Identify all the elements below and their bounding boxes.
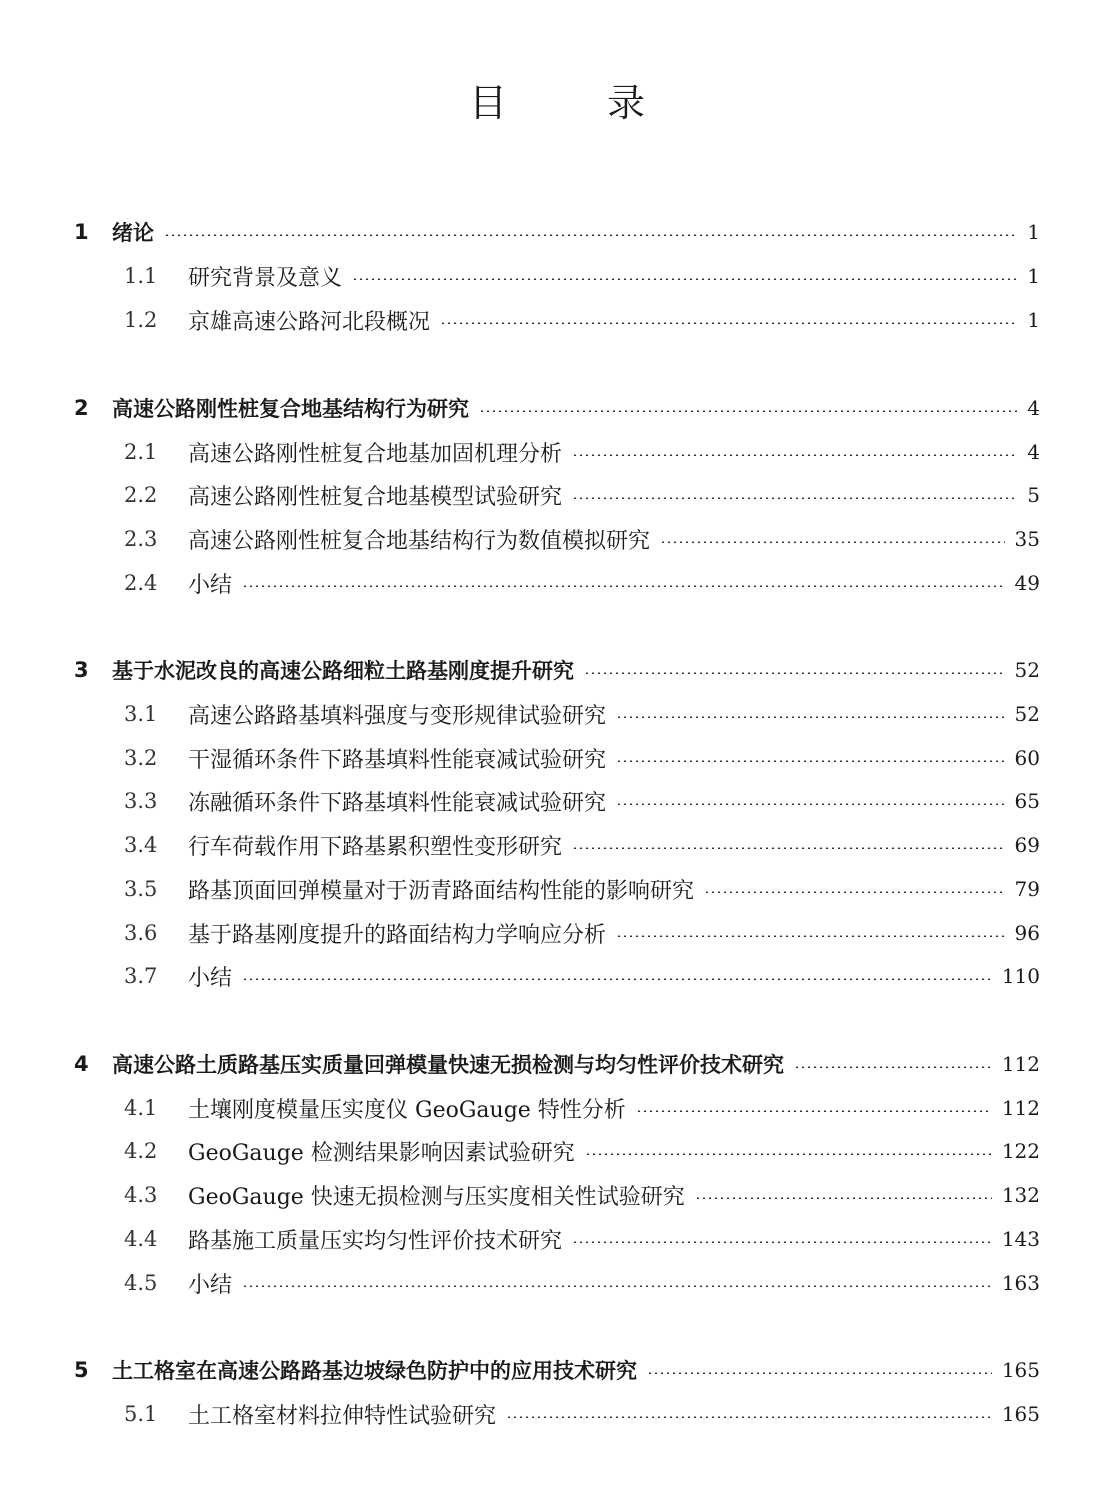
dot-leader bbox=[242, 1285, 992, 1287]
toc-entry-number: 3.3 bbox=[124, 789, 158, 813]
toc-entry-row bbox=[188, 432, 1040, 472]
toc-entry-row bbox=[112, 650, 1040, 690]
toc-chapter-entry[interactable] bbox=[0, 388, 1114, 428]
toc-entry-title: 高速公路刚性桩复合地基模型试验研究 bbox=[188, 484, 563, 510]
toc-entry-number: 5.1 bbox=[124, 1402, 158, 1426]
dot-leader bbox=[616, 803, 1005, 805]
toc-entry-title: 路基施工质量压实均匀性评价技术研究 bbox=[188, 1228, 563, 1254]
toc-entry-title: 路基顶面回弹模量对于沥青路面结构性能的影响研究 bbox=[188, 878, 695, 904]
toc-entry-number: 3.6 bbox=[124, 921, 158, 945]
toc-entry-title: 京雄高速公路河北段概况 bbox=[188, 309, 431, 335]
toc-entry-page-number: 112 bbox=[1001, 1096, 1040, 1120]
dot-leader bbox=[616, 716, 1005, 718]
dot-leader bbox=[572, 847, 1005, 849]
toc-entry-title: 土工格室材料拉伸特性试验研究 bbox=[188, 1403, 497, 1429]
toc-entry-page-number: 165 bbox=[1001, 1358, 1040, 1382]
toc-entry-page-number: 4 bbox=[1027, 440, 1040, 464]
toc-entry-number: 2.4 bbox=[124, 571, 158, 595]
dot-leader bbox=[794, 1066, 992, 1068]
dot-leader bbox=[506, 1416, 992, 1418]
dot-leader bbox=[479, 410, 1017, 412]
toc-chapter-entry[interactable] bbox=[0, 650, 1114, 690]
dot-leader bbox=[647, 1372, 992, 1374]
toc-section-entry[interactable] bbox=[0, 563, 1114, 603]
toc-entry-page-number: 163 bbox=[1001, 1271, 1040, 1295]
toc-entry-title: 高速公路刚性桩复合地基结构行为数值模拟研究 bbox=[188, 528, 651, 554]
toc-entry-number: 5 bbox=[74, 1358, 89, 1382]
toc-entry-number: 1.2 bbox=[124, 308, 158, 332]
dot-leader bbox=[585, 1153, 992, 1155]
toc-entry-page-number: 52 bbox=[1014, 658, 1040, 682]
toc-section-entry[interactable] bbox=[0, 1219, 1114, 1259]
toc-entry-page-number: 65 bbox=[1014, 789, 1040, 813]
toc-entry-title: 小结 bbox=[188, 1272, 233, 1298]
toc-entry-title: 高速公路土质路基压实质量回弹模量快速无损检测与均匀性评价技术研究 bbox=[112, 1053, 784, 1077]
toc-section-entry[interactable] bbox=[0, 1088, 1114, 1128]
toc-entry-row bbox=[188, 825, 1040, 865]
toc-entry-page-number: 69 bbox=[1014, 833, 1040, 857]
toc-entry-number: 3 bbox=[74, 658, 89, 682]
dot-leader bbox=[616, 760, 1005, 762]
toc-entry-page-number: 112 bbox=[1001, 1052, 1040, 1076]
toc-entry-row bbox=[188, 694, 1040, 734]
toc-section-entry[interactable] bbox=[0, 869, 1114, 909]
toc-entry-title: 研究背景及意义 bbox=[188, 265, 343, 291]
dot-leader bbox=[164, 234, 1017, 236]
toc-entry-title: 高速公路路基填料强度与变形规律试验研究 bbox=[188, 703, 607, 729]
toc-entry-number: 3.4 bbox=[124, 833, 158, 857]
toc-entry-title: 高速公路刚性桩复合地基结构行为研究 bbox=[112, 397, 469, 421]
toc-entry-page-number: 52 bbox=[1014, 702, 1040, 726]
toc-entry-number: 2.2 bbox=[124, 483, 158, 507]
toc-entry-page-number: 110 bbox=[1001, 964, 1040, 988]
toc-entry-number: 4.2 bbox=[124, 1139, 158, 1163]
toc-entry-row bbox=[188, 781, 1040, 821]
toc-section-entry[interactable] bbox=[0, 1263, 1114, 1303]
toc-entry-row bbox=[188, 956, 1040, 996]
toc-entry-row bbox=[188, 256, 1040, 296]
toc-entry-number: 2 bbox=[74, 396, 89, 420]
toc-entry-row bbox=[112, 388, 1040, 428]
toc-entry-number: 4.4 bbox=[124, 1227, 158, 1251]
toc-entry-row bbox=[188, 869, 1040, 909]
toc-section-entry[interactable] bbox=[0, 913, 1114, 953]
toc-section-entry[interactable] bbox=[0, 694, 1114, 734]
toc-chapter-entry[interactable] bbox=[0, 212, 1114, 252]
toc-entry-number: 4.1 bbox=[124, 1096, 158, 1120]
toc-section-entry[interactable] bbox=[0, 1131, 1114, 1171]
toc-entry-row bbox=[112, 1044, 1040, 1084]
dot-leader bbox=[572, 497, 1017, 499]
dot-leader bbox=[616, 935, 1005, 937]
toc-entry-page-number: 79 bbox=[1014, 877, 1040, 901]
dot-leader bbox=[695, 1197, 992, 1199]
toc-entry-title: 土工格室在高速公路路基边坡绿色防护中的应用技术研究 bbox=[112, 1359, 637, 1383]
toc-entry-page-number: 1 bbox=[1027, 308, 1040, 332]
toc-entry-title: GeoGauge 检测结果影响因素试验研究 bbox=[188, 1140, 575, 1166]
toc-entry-title: 基于水泥改良的高速公路细粒土路基刚度提升研究 bbox=[112, 659, 574, 683]
toc-entry-number: 4.3 bbox=[124, 1183, 158, 1207]
toc-section-entry[interactable] bbox=[0, 519, 1114, 559]
dot-leader bbox=[704, 891, 1005, 893]
toc-entry-title: 行车荷载作用下路基累积塑性变形研究 bbox=[188, 834, 563, 860]
toc-entry-number: 1.1 bbox=[124, 264, 158, 288]
toc-entry-row bbox=[188, 1394, 1040, 1434]
toc-chapter-entry[interactable] bbox=[0, 1350, 1114, 1390]
toc-entry-title: GeoGauge 快速无损检测与压实度相关性试验研究 bbox=[188, 1184, 685, 1210]
toc-entry-row bbox=[188, 300, 1040, 340]
toc-section-entry[interactable] bbox=[0, 781, 1114, 821]
toc-entry-title: 土壤刚度模量压实度仪 GeoGauge 特性分析 bbox=[188, 1097, 626, 1123]
toc-entry-page-number: 4 bbox=[1027, 396, 1040, 420]
dot-leader bbox=[242, 978, 992, 980]
toc-entry-page-number: 132 bbox=[1001, 1183, 1040, 1207]
toc-entry-row bbox=[112, 212, 1040, 252]
toc-entry-number: 3.2 bbox=[124, 746, 158, 770]
toc-entry-row bbox=[188, 1175, 1040, 1215]
toc-entry-number: 3.5 bbox=[124, 877, 158, 901]
toc-entry-page-number: 165 bbox=[1001, 1402, 1040, 1426]
toc-section-entry[interactable] bbox=[0, 738, 1114, 778]
toc-entry-number: 4.5 bbox=[124, 1271, 158, 1295]
toc-entry-title: 绪论 bbox=[112, 221, 154, 245]
toc-entry-row bbox=[188, 519, 1040, 559]
toc-section-entry[interactable] bbox=[0, 475, 1114, 515]
toc-entry-page-number: 1 bbox=[1027, 220, 1040, 244]
toc-entry-title: 小结 bbox=[188, 965, 233, 991]
toc-entry-number: 2.1 bbox=[124, 440, 158, 464]
toc-entry-page-number: 122 bbox=[1001, 1139, 1040, 1163]
toc-section-entry[interactable] bbox=[0, 1175, 1114, 1215]
toc-entry-title: 高速公路刚性桩复合地基加固机理分析 bbox=[188, 441, 563, 467]
toc-entry-number: 3.1 bbox=[124, 702, 158, 726]
toc-entry-row bbox=[188, 913, 1040, 953]
toc-section-entry[interactable] bbox=[0, 1394, 1114, 1434]
toc-entry-page-number: 49 bbox=[1014, 571, 1040, 595]
dot-leader bbox=[572, 1241, 992, 1243]
toc-entry-page-number: 143 bbox=[1001, 1227, 1040, 1251]
toc-entry-title: 冻融循环条件下路基填料性能衰减试验研究 bbox=[188, 790, 607, 816]
toc-entry-number: 3.7 bbox=[124, 964, 158, 988]
dot-leader bbox=[660, 541, 1005, 543]
toc-entry-title: 基于路基刚度提升的路面结构力学响应分析 bbox=[188, 922, 607, 948]
toc-entry-row bbox=[188, 1219, 1040, 1259]
toc-entry-page-number: 96 bbox=[1014, 921, 1040, 945]
toc-entry-row bbox=[188, 1131, 1040, 1171]
toc-entry-number: 2.3 bbox=[124, 527, 158, 551]
toc-entry-title: 干湿循环条件下路基填料性能衰减试验研究 bbox=[188, 747, 607, 773]
toc-entry-row bbox=[112, 1350, 1040, 1390]
toc-section-entry[interactable] bbox=[0, 956, 1114, 996]
toc-entry-row bbox=[188, 738, 1040, 778]
toc-section-entry[interactable] bbox=[0, 256, 1114, 296]
toc-chapter-entry[interactable] bbox=[0, 1044, 1114, 1084]
toc-entry-row bbox=[188, 1263, 1040, 1303]
toc-section-entry[interactable] bbox=[0, 300, 1114, 340]
dot-leader bbox=[352, 278, 1017, 280]
toc-entry-row bbox=[188, 1088, 1040, 1128]
dot-leader bbox=[636, 1110, 992, 1112]
toc-entry-page-number: 5 bbox=[1027, 483, 1040, 507]
page-title: 目 录 bbox=[468, 81, 690, 125]
dot-leader bbox=[572, 454, 1017, 456]
toc-entry-row bbox=[188, 475, 1040, 515]
dot-leader bbox=[584, 672, 1005, 674]
toc-entry-title: 小结 bbox=[188, 572, 233, 598]
toc-section-entry[interactable] bbox=[0, 432, 1114, 472]
dot-leader bbox=[440, 322, 1017, 324]
toc-entry-number: 1 bbox=[74, 220, 89, 244]
toc-entry-page-number: 35 bbox=[1014, 527, 1040, 551]
toc-entry-row bbox=[188, 563, 1040, 603]
dot-leader bbox=[242, 585, 1005, 587]
toc-entry-page-number: 1 bbox=[1027, 264, 1040, 288]
toc-entry-page-number: 60 bbox=[1014, 746, 1040, 770]
toc-section-entry[interactable] bbox=[0, 825, 1114, 865]
toc-entry-number: 4 bbox=[74, 1052, 89, 1076]
